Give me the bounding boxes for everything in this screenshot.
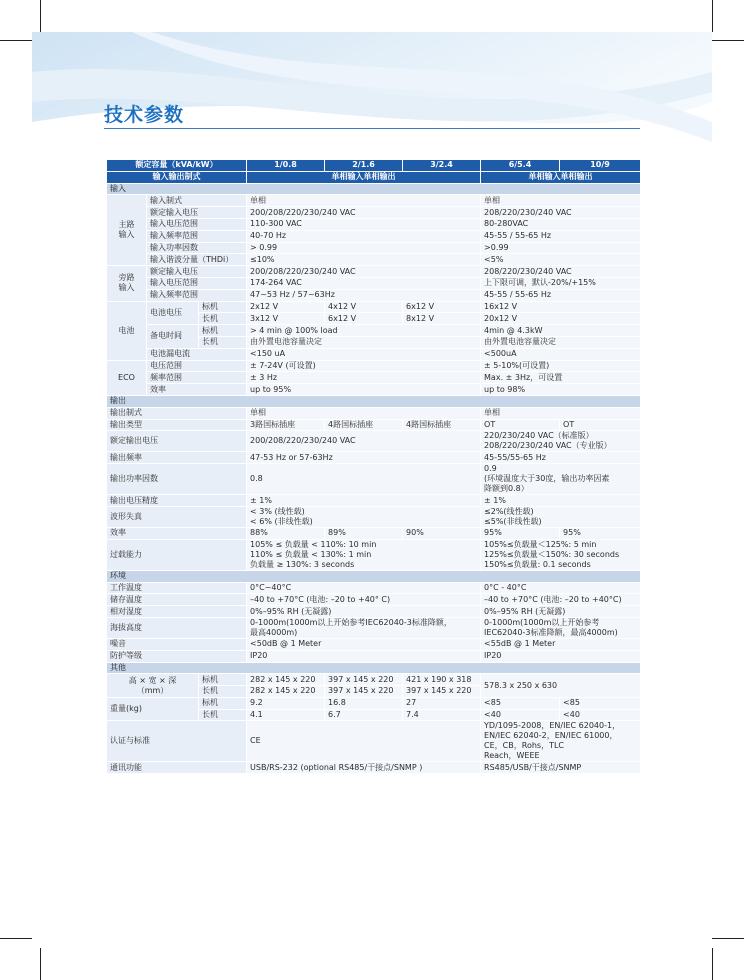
long-label: 长机 bbox=[199, 709, 247, 721]
value-right: <5% bbox=[481, 254, 641, 266]
value-cell: 6x12 V bbox=[325, 313, 403, 325]
value-left: ± 3 Hz bbox=[247, 372, 481, 384]
value-cell: 397 x 145 x 220 bbox=[325, 686, 403, 698]
main-input-group: 主路 输入 bbox=[107, 195, 147, 266]
value-cell: 282 x 145 x 220 bbox=[247, 686, 325, 698]
text-line: 最高4000m) bbox=[250, 627, 298, 637]
text-line: 105%≤负载量＜125%: 5 min bbox=[484, 539, 597, 549]
value-left: ± 1% bbox=[247, 495, 481, 507]
text-line: IEC62040-3标准降额，最高4000m) bbox=[484, 627, 618, 637]
rating-value: 3/2.4 bbox=[403, 160, 481, 172]
row-label: 工作温度 bbox=[107, 582, 247, 594]
text-line: 0-1000m(1000m以上开始参考IEC62040-3标准降额， bbox=[250, 617, 452, 627]
value-cell: 88% bbox=[247, 527, 325, 539]
row-label: 额定输入电压 bbox=[147, 207, 247, 219]
table-row bbox=[107, 638, 641, 650]
value-left: > 4 min @ 100% load bbox=[247, 325, 481, 337]
value-left: 0%–95% RH (无凝露) bbox=[247, 606, 481, 618]
crop-mark bbox=[712, 938, 744, 939]
value-cell: 9.2 bbox=[247, 697, 325, 709]
rating-label: 额定容量（kVA/kW） bbox=[107, 160, 247, 172]
value-right: >0.99 bbox=[481, 242, 641, 254]
section-row bbox=[107, 183, 641, 195]
table-row bbox=[107, 506, 641, 527]
value-right: 45-55 / 55-65 Hz bbox=[481, 230, 641, 242]
value-right: <500uA bbox=[481, 348, 641, 360]
value-cell: <40 bbox=[560, 709, 641, 721]
crop-mark bbox=[40, 0, 41, 32]
row-label: 频率范围 bbox=[147, 372, 247, 384]
value-left: 0.8 bbox=[247, 464, 481, 495]
value-cell: OT bbox=[560, 419, 641, 431]
row-label: 电压范围 bbox=[147, 360, 247, 372]
row-label: 相对湿度 bbox=[107, 606, 247, 618]
value-right: 208/220/230/240 VAC bbox=[481, 207, 641, 219]
row-label: 噪音 bbox=[107, 638, 247, 650]
value-right: 20x12 V bbox=[481, 313, 641, 325]
row-label: 储存温度 bbox=[107, 594, 247, 606]
row-label: 输入制式 bbox=[147, 195, 247, 207]
value-left: 47~53 Hz / 57~63Hz bbox=[247, 289, 481, 301]
row-label: 过载能力 bbox=[107, 539, 247, 570]
text-line: （mm） bbox=[136, 685, 169, 695]
value-right: 80-280VAC bbox=[481, 218, 641, 230]
weight-label: 重量(kg) bbox=[107, 697, 199, 721]
value-cell: 3x12 V bbox=[247, 313, 325, 325]
value-left: up to 95% bbox=[247, 384, 481, 396]
value-left: 174-264 VAC bbox=[247, 277, 481, 289]
value-cell: 397 x 145 x 220 bbox=[325, 674, 403, 686]
table-row bbox=[107, 674, 641, 686]
table-row bbox=[107, 207, 641, 219]
value-cell: 2x12 V bbox=[247, 301, 325, 313]
text-line: EN/IEC 62040-2，EN/IEC 61000， bbox=[484, 731, 618, 741]
value-right: 16x12 V bbox=[481, 301, 641, 313]
text-line: 降额到0.8） bbox=[484, 484, 529, 494]
battery-group: 电池 bbox=[107, 301, 147, 360]
row-label: 效率 bbox=[107, 527, 247, 539]
row-label: 输出功率因数 bbox=[107, 464, 247, 495]
table-row bbox=[107, 762, 641, 774]
title-rule bbox=[104, 128, 640, 129]
rating-value: 1/0.8 bbox=[247, 160, 325, 172]
value-cell: 90% bbox=[403, 527, 481, 539]
backup-time-label: 备电时间 bbox=[147, 325, 199, 349]
value-right: RS485/USB/干接点/SNMP bbox=[481, 762, 641, 774]
row-label: 额定输入电压 bbox=[147, 266, 247, 278]
row-label: 输出类型 bbox=[107, 419, 247, 431]
value-left: <150 uA bbox=[247, 348, 481, 360]
row-label: 认证与标准 bbox=[107, 721, 247, 762]
value-cell: 282 x 145 x 220 bbox=[247, 674, 325, 686]
row-label: 输入频率范围 bbox=[147, 289, 247, 301]
value-right: ± 1% bbox=[481, 495, 641, 507]
text-line: 208/220/230/240 VAC（专业版） bbox=[484, 441, 612, 451]
table-row bbox=[107, 452, 641, 464]
table-row bbox=[107, 384, 641, 396]
text-line: 0-1000m(1000m以上开始参考 bbox=[484, 617, 600, 627]
table-row bbox=[107, 325, 641, 337]
table-row bbox=[107, 464, 641, 495]
value-left: ≤10% bbox=[247, 254, 481, 266]
table-row bbox=[107, 301, 641, 313]
table-row bbox=[107, 242, 641, 254]
table-row bbox=[107, 372, 641, 384]
value-right-multiline bbox=[481, 431, 641, 452]
value-cell: 421 x 190 x 318 bbox=[403, 674, 481, 686]
rating-value: 10/9 bbox=[560, 160, 641, 172]
table-row bbox=[107, 348, 641, 360]
value-left: 40-70 Hz bbox=[247, 230, 481, 242]
value-left: 单相 bbox=[247, 195, 481, 207]
row-label: 输出制式 bbox=[107, 407, 247, 419]
io-left: 单相输入单相输出 bbox=[247, 171, 481, 183]
text-line: ≤5%(非线性载) bbox=[484, 516, 542, 526]
value-cell: 4路国标插座 bbox=[403, 419, 481, 431]
value-right: Max. ± 3Hz，可设置 bbox=[481, 372, 641, 384]
std-label: 标机 bbox=[199, 301, 247, 313]
value-left: –40 to +70°C (电池: –20 to +40° C) bbox=[247, 594, 481, 606]
value-left: CE bbox=[247, 721, 481, 762]
text-line: < 6% (非线性载) bbox=[250, 516, 313, 526]
table-row bbox=[107, 582, 641, 594]
crop-mark bbox=[712, 0, 713, 32]
std-label: 标机 bbox=[199, 697, 247, 709]
text-line: 220/230/240 VAC（标准版） bbox=[484, 431, 594, 441]
value-right: 45-55/55-65 Hz bbox=[481, 452, 641, 464]
value-right: 0°C - 40°C bbox=[481, 582, 641, 594]
value-cell: 95% bbox=[560, 527, 641, 539]
value-left: 200/208/220/230/240 VAC bbox=[247, 207, 481, 219]
table-row bbox=[107, 697, 641, 709]
row-label: 输入频率范围 bbox=[147, 230, 247, 242]
long-label: 长机 bbox=[199, 336, 247, 348]
value-left: 200/208/220/230/240 VAC bbox=[247, 431, 481, 452]
value-right: 由外置电池容量决定 bbox=[481, 336, 641, 348]
row-label: 输出频率 bbox=[107, 452, 247, 464]
text-line: 高 × 宽 × 深 bbox=[128, 675, 177, 685]
text-line: < 3% (线性载) bbox=[250, 506, 305, 516]
section-row bbox=[107, 662, 641, 674]
table-row bbox=[107, 539, 641, 570]
table-row bbox=[107, 195, 641, 207]
table-row bbox=[107, 617, 641, 638]
row-label: 波形失真 bbox=[107, 506, 247, 527]
std-label: 标机 bbox=[199, 325, 247, 337]
table-row bbox=[107, 650, 641, 662]
table-row bbox=[107, 230, 641, 242]
row-label: 输入功率因数 bbox=[147, 242, 247, 254]
value-left: 200/208/220/230/240 VAC bbox=[247, 266, 481, 278]
value-cell: 4x12 V bbox=[325, 301, 403, 313]
table-row bbox=[107, 431, 641, 452]
section-input: 输入 bbox=[107, 183, 641, 195]
row-label: 海拔高度 bbox=[107, 617, 247, 638]
io-right: 单相输入单相输出 bbox=[481, 171, 641, 183]
value-cell: 16.8 bbox=[325, 697, 403, 709]
value-left: IP20 bbox=[247, 650, 481, 662]
crop-mark bbox=[40, 948, 41, 980]
text-line: 105% ≤ 负载量 < 110%: 10 min bbox=[250, 539, 377, 549]
row-label: 防护等级 bbox=[107, 650, 247, 662]
text-line: 125%≤负载量＜150%: 30 seconds bbox=[484, 549, 620, 559]
row-label: 效率 bbox=[147, 384, 247, 396]
table-row bbox=[107, 266, 641, 278]
bypass-input-group: 旁路 输入 bbox=[107, 266, 147, 301]
value-right: IP20 bbox=[481, 650, 641, 662]
section-row bbox=[107, 570, 641, 582]
crop-mark bbox=[0, 938, 32, 939]
text-line: ≤2%(线性载) bbox=[484, 506, 534, 516]
value-left: 单相 bbox=[247, 407, 481, 419]
table-row bbox=[107, 606, 641, 618]
value-right: 45-55 / 55-65 Hz bbox=[481, 289, 641, 301]
value-left-multiline bbox=[247, 506, 481, 527]
value-left-multiline bbox=[247, 539, 481, 570]
value-right-multiline bbox=[481, 721, 641, 762]
table-row bbox=[107, 218, 641, 230]
row-label: 额定输出电压 bbox=[107, 431, 247, 452]
value-cell: 8x12 V bbox=[403, 313, 481, 325]
row-label: 输入谐波分量（THDi） bbox=[147, 254, 247, 266]
table-row bbox=[107, 407, 641, 419]
text-line: 110% ≤ 负载量 < 130%: 1 min bbox=[250, 549, 372, 559]
section-row bbox=[107, 395, 641, 407]
value-cell: 6.7 bbox=[325, 709, 403, 721]
table-row bbox=[107, 360, 641, 372]
value-cell: <85 bbox=[560, 697, 641, 709]
text-line: CE，CB，Rohs，TLC bbox=[484, 741, 565, 751]
text-line: YD/1095-2008，EN/IEC 62040-1， bbox=[484, 721, 621, 731]
value-left: <50dB @ 1 Meter bbox=[247, 638, 481, 650]
table-row bbox=[107, 495, 641, 507]
section-other: 其他 bbox=[107, 662, 641, 674]
value-right: 4min @ 4.3kW bbox=[481, 325, 641, 337]
section-output: 输出 bbox=[107, 395, 641, 407]
value-cell: 7.4 bbox=[403, 709, 481, 721]
page-title: 技术参数 bbox=[104, 104, 185, 126]
value-right-multiline bbox=[481, 464, 641, 495]
value-right: up to 98% bbox=[481, 384, 641, 396]
value-right-multiline bbox=[481, 617, 641, 638]
row-label: 输入电压范围 bbox=[147, 218, 247, 230]
value-right: 单相 bbox=[481, 407, 641, 419]
spec-table bbox=[106, 159, 641, 774]
table-row bbox=[107, 419, 641, 431]
text-line: 负载量 ≥ 130%: 3 seconds bbox=[250, 559, 355, 569]
table-row bbox=[107, 289, 641, 301]
value-cell: 3路国标插座 bbox=[247, 419, 325, 431]
row-label: 输入电压范围 bbox=[147, 277, 247, 289]
value-right: 208/220/230/240 VAC bbox=[481, 266, 641, 278]
table-row bbox=[107, 171, 641, 183]
table-row bbox=[107, 254, 641, 266]
value-cell: 4路国标插座 bbox=[325, 419, 403, 431]
rating-value: 6/5.4 bbox=[481, 160, 560, 172]
text-line: Reach，WEEE bbox=[484, 751, 540, 761]
value-right-multiline bbox=[481, 539, 641, 570]
battery-voltage-label: 电池电压 bbox=[147, 301, 199, 325]
value-left: 110-300 VAC bbox=[247, 218, 481, 230]
value-right: 0%–95% RH (无凝露) bbox=[481, 606, 641, 618]
long-label: 长机 bbox=[199, 313, 247, 325]
table-row bbox=[107, 160, 641, 172]
text-line: 0.9 bbox=[484, 464, 497, 474]
value-right-multiline bbox=[481, 506, 641, 527]
text-line: (环境温度大于30度，输出功率因素 bbox=[484, 474, 610, 484]
value-cell: 89% bbox=[325, 527, 403, 539]
value-cell: 397 x 145 x 220 bbox=[403, 686, 481, 698]
value-cell: OT bbox=[481, 419, 560, 431]
row-label: 通讯功能 bbox=[107, 762, 247, 774]
value-left: 由外置电池容量决定 bbox=[247, 336, 481, 348]
io-label: 输入输出制式 bbox=[107, 171, 247, 183]
value-right: 上下限可调，默认-20%/+15% bbox=[481, 277, 641, 289]
section-environment: 环境 bbox=[107, 570, 641, 582]
value-cell: 27 bbox=[403, 697, 481, 709]
value-left: ± 7-24V (可设置) bbox=[247, 360, 481, 372]
value-right: –40 to +70°C (电池: –20 to +40°C) bbox=[481, 594, 641, 606]
text-line: 150%≤负载量: 0.1 seconds bbox=[484, 559, 591, 569]
value-right: <55dB @ 1 Meter bbox=[481, 638, 641, 650]
eco-group: ECO bbox=[107, 360, 147, 395]
value-cell: 4.1 bbox=[247, 709, 325, 721]
value-right: ± 5-10%(可设置) bbox=[481, 360, 641, 372]
value-left-multiline bbox=[247, 617, 481, 638]
std-label: 标机 bbox=[199, 674, 247, 686]
value-left: 47-53 Hz or 57-63Hz bbox=[247, 452, 481, 464]
value-left: USB/RS-232 (optional RS485/干接点/SNMP ) bbox=[247, 762, 481, 774]
row-label: 电池漏电流 bbox=[147, 348, 247, 360]
value-left: 0°C~40°C bbox=[247, 582, 481, 594]
value-left: > 0.99 bbox=[247, 242, 481, 254]
crop-mark bbox=[0, 40, 32, 41]
dimensions-label bbox=[107, 674, 199, 698]
table-row bbox=[107, 527, 641, 539]
crop-mark bbox=[712, 948, 713, 980]
value-cell: <40 bbox=[481, 709, 560, 721]
table-row bbox=[107, 277, 641, 289]
crop-mark bbox=[712, 40, 744, 41]
value-right: 578.3 x 250 x 630 bbox=[481, 674, 641, 698]
rating-value: 2/1.6 bbox=[325, 160, 403, 172]
value-cell: 6x12 V bbox=[403, 301, 481, 313]
long-label: 长机 bbox=[199, 686, 247, 698]
value-cell: <85 bbox=[481, 697, 560, 709]
table-row bbox=[107, 721, 641, 762]
row-label: 输出电压精度 bbox=[107, 495, 247, 507]
value-right: 单相 bbox=[481, 195, 641, 207]
table-row bbox=[107, 594, 641, 606]
value-cell: 95% bbox=[481, 527, 560, 539]
